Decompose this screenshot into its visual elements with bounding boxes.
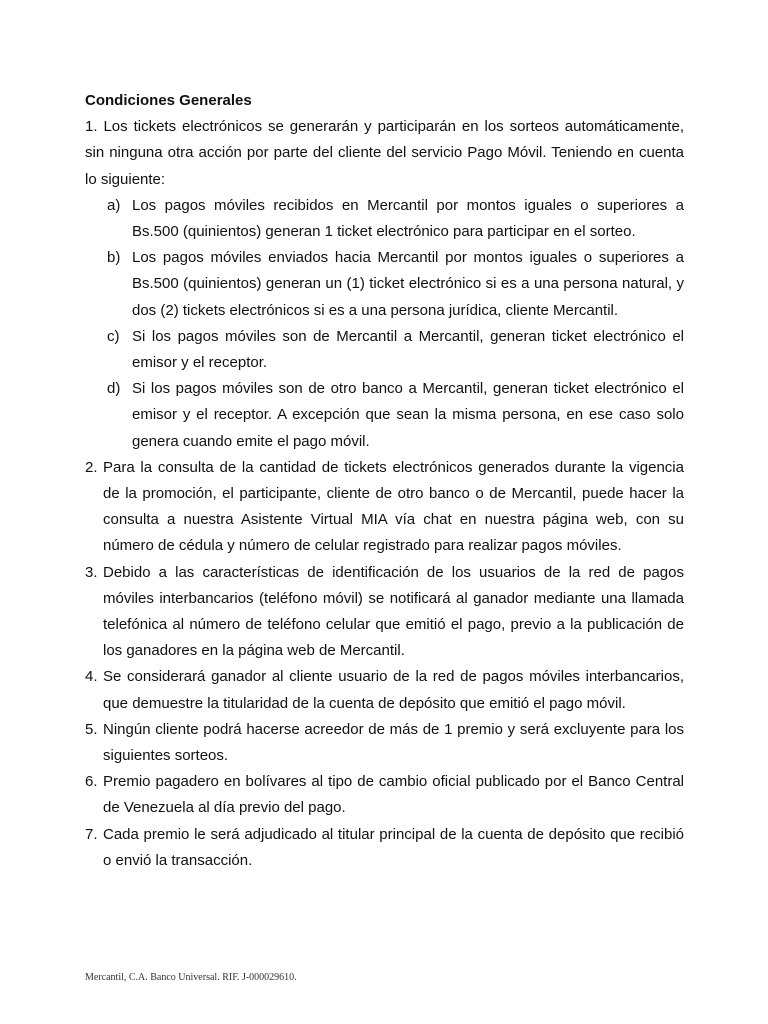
- list-item-5: [85, 717, 684, 769]
- list-item-text: Para la consulta de la cantidad de tickets electrónicos generados durante la vigencia de la promoción, el participante, cliente de otro banco o de Mercantil, puede hacer la consulta a nuestra Asistente Virtual MIA vía chat en nuestra página web, con su número de cédula y número de celular registrado para realizar pagos móviles.: [103, 458, 684, 555]
- sub-item-d: [85, 376, 684, 455]
- list-item-marker: 4.: [85, 668, 98, 686]
- numbered-list: [85, 455, 684, 874]
- list-item-7: [85, 822, 684, 874]
- list-item-text: Se considerará ganador al cliente usuario de la red de pagos móviles interbancarios, que demuestre la titularidad de la cuenta de depósito que emitió el pago móvil.: [103, 668, 684, 712]
- list-item-2: [85, 455, 684, 560]
- page-footer: Mercantil, C.A. Banco Universal. RIF. J-000029610.: [85, 972, 297, 983]
- list-item-text: Debido a las características de identificación de los usuarios de la red de pagos móviles interbancarios (teléfono móvil) se notificará al ganador mediante una llamada telefónica al número de teléfono celular que emitió el pago, previo a la publicación de los ganadores en la página web de Mercantil.: [103, 563, 684, 660]
- list-item-3: [85, 560, 684, 665]
- section-heading: Condiciones Generales: [85, 92, 252, 109]
- intro-paragraph: 1. Los tickets electrónicos se generarán y participarán en los sorteos automáticamente, sin ninguna otra acción por parte del cliente del servicio Pago Móvil. Teniendo en cuenta lo siguiente:: [85, 118, 684, 188]
- list-item-marker: 2.: [85, 458, 98, 476]
- list-item-text: Cada premio le será adjudicado al titular principal de la cuenta de depósito que recibió o envió la transacción.: [103, 825, 684, 869]
- list-item-text: Premio pagadero en bolívares al tipo de cambio oficial publicado por el Banco Central de Venezuela al día previo del pago.: [103, 773, 684, 817]
- document-body: [85, 88, 684, 874]
- sub-item-marker: b): [107, 249, 121, 267]
- sub-item-b: [85, 245, 684, 324]
- sub-item-c: [85, 324, 684, 376]
- list-item-marker: 6.: [85, 773, 98, 791]
- sub-item-list: [85, 193, 684, 455]
- sub-item-marker: c): [107, 327, 120, 345]
- list-item-text: Ningún cliente podrá hacerse acreedor de más de 1 premio y será excluyente para los siguientes sorteos.: [103, 720, 684, 765]
- sub-item-marker: a): [107, 196, 121, 214]
- list-item-marker: 7.: [85, 825, 98, 843]
- list-item-marker: 3.: [85, 563, 98, 581]
- list-item-6: [85, 769, 684, 821]
- sub-item-a: [85, 193, 684, 245]
- list-item-marker: 5.: [85, 720, 98, 738]
- list-item-4: [85, 664, 684, 716]
- sub-item-text: Si los pagos móviles son de Mercantil a Mercantil, generan ticket electrónico el emisor y el receptor.: [132, 327, 684, 372]
- sub-item-marker: d): [107, 380, 121, 398]
- sub-item-text: Los pagos móviles enviados hacia Mercantil por montos iguales o superiores a Bs.500 (quinientos) generan un (1) ticket electrónico si es a una persona natural, y dos (2) tickets electrónicos si es a una persona jurídica, cliente Mercantil.: [132, 249, 684, 319]
- sub-item-text: Si los pagos móviles son de otro banco a Mercantil, generan ticket electrónico el emisor y el receptor. A excepción que sean la misma persona, en ese caso solo genera cuando emite el pago móvil.: [132, 380, 684, 450]
- sub-item-text: Los pagos móviles recibidos en Mercantil por montos iguales o superiores a Bs.500 (quinientos) generan 1 ticket electrónico para participar en el sorteo.: [132, 196, 684, 241]
